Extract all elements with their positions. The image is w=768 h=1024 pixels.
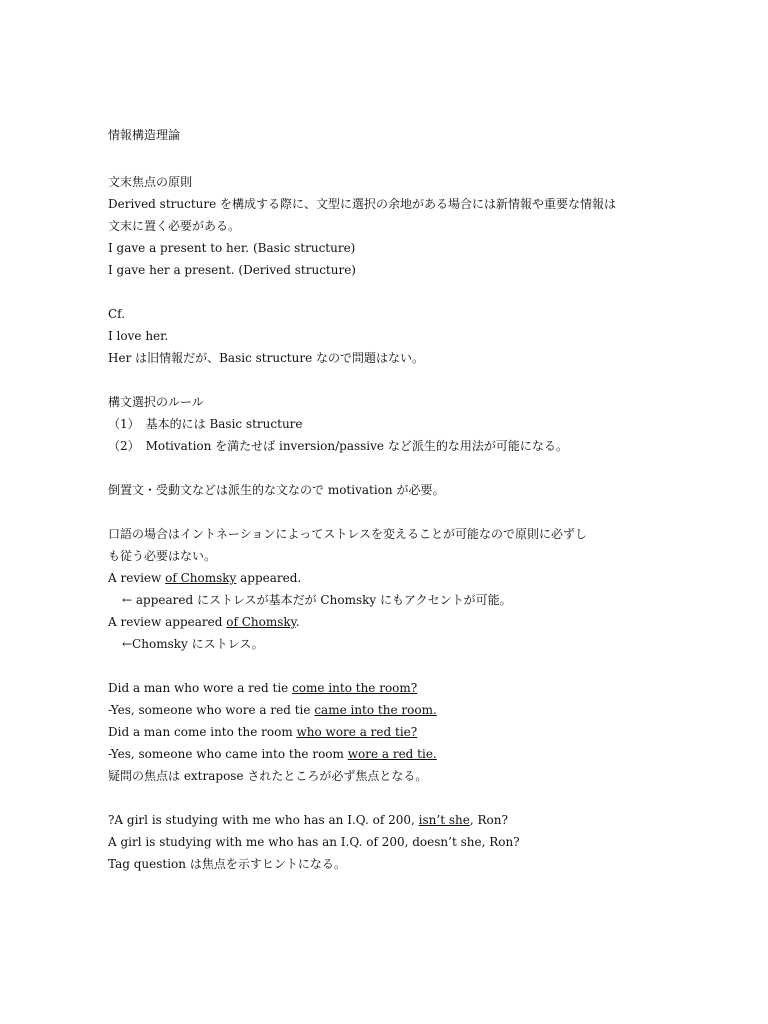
example-sentence: I love her. [108, 329, 169, 343]
stress-note: ← appeared にストレスが基本だが Chomsky にもアクセントが可能。 [122, 593, 512, 607]
paragraph-line: 倒置文・受動文などは派生的な文なので motivation が必要。 [108, 483, 445, 497]
example-answer [108, 745, 437, 763]
paragraph-line: 文末に置く必要がある。 [108, 219, 241, 233]
text-run: , Ron? [469, 813, 508, 827]
paragraph-line: Her は旧情報だが、Basic structure なので問題はない。 [108, 351, 424, 365]
paragraph-line: 疑問の焦点は extrapose されたところが必ず焦点となる。 [108, 769, 428, 783]
text-run: A review [108, 571, 166, 585]
underlined-phrase: wore a red tie. [347, 747, 437, 761]
underlined-phrase: of Chomsky [226, 615, 296, 629]
text-run: -Yes, someone who wore a red tie [108, 703, 315, 717]
text-run: appeared. [236, 571, 302, 585]
text-run: Did a man come into the room [108, 725, 297, 739]
text-run: . [295, 615, 300, 629]
rule-item: （1） 基本的には Basic structure [108, 417, 303, 431]
example-sentence: I gave her a present. (Derived structure) [108, 263, 356, 277]
example-question [108, 723, 417, 741]
example-sentence [108, 569, 301, 587]
text-run: A review appeared [108, 615, 227, 629]
example-sentence: A girl is studying with me who has an I.Q. of 200, doesn’t she, Ron? [108, 835, 520, 849]
cf-label: Cf. [108, 307, 126, 321]
text-run: -Yes, someone who came into the room [108, 747, 348, 761]
example-sentence [108, 613, 300, 631]
underlined-phrase: come into the room? [292, 681, 418, 695]
paragraph-line: 口語の場合はイントネーションによってストレスを変えることが可能なので原則に必ずし [108, 527, 588, 541]
underlined-phrase: who wore a red tie? [296, 725, 418, 739]
paragraph-line: Derived structure を構成する際に、文型に選択の余地がある場合には新情報や重要な情報は [108, 197, 617, 211]
paragraph-line: も従う必要はない。 [108, 549, 217, 563]
underlined-phrase: of Chomsky [165, 571, 237, 585]
document-title: 情報構造理論 [108, 128, 181, 142]
underlined-phrase: isn’t she [418, 813, 470, 827]
stress-note: ←Chomsky にストレス。 [122, 637, 264, 651]
underlined-phrase: came into the room. [314, 703, 437, 717]
text-run: ?A girl is studying with me who has an I.Q. of 200, [108, 813, 419, 827]
section-heading-construction-rules: 構文選択のルール [108, 395, 204, 409]
example-sentence: I gave a present to her. (Basic structure) [108, 241, 356, 255]
example-answer [108, 701, 437, 719]
section-heading-end-focus: 文末焦点の原則 [108, 175, 193, 189]
rule-item: （2） Motivation を満たせば inversion/passive など派生的な用法が可能になる。 [108, 439, 568, 453]
example-question [108, 679, 417, 697]
example-sentence [108, 811, 508, 829]
paragraph-line: Tag question は焦点を示すヒントになる。 [108, 857, 346, 871]
text-run: Did a man who wore a red tie [108, 681, 293, 695]
